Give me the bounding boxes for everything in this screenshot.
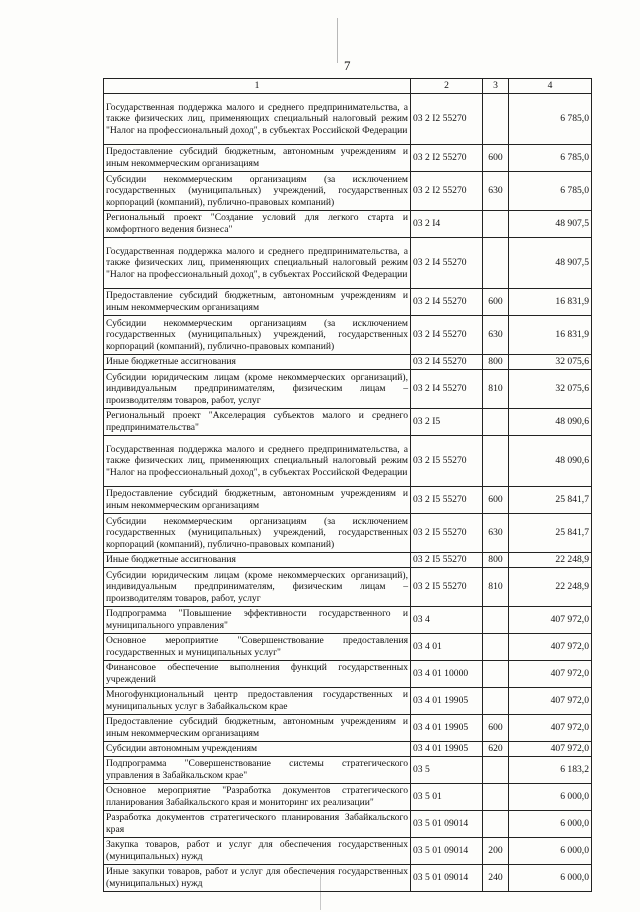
table-row <box>104 757 592 784</box>
table-row <box>104 514 592 553</box>
row-amount: 407 972,0 <box>509 607 592 634</box>
row-name: Предоставление субсидий бюджетным, автономным учреждениям и иным некоммерческим организациям <box>104 145 411 172</box>
row-amount: 22 248,9 <box>509 553 592 568</box>
budget-table <box>103 78 592 892</box>
row-code: 03 5 01 09014 <box>411 838 483 865</box>
column-header-3: 3 <box>483 79 509 94</box>
row-amount: 6 000,0 <box>509 838 592 865</box>
row-expense-type: 600 <box>483 487 509 514</box>
table-row <box>104 715 592 742</box>
row-code: 03 5 01 09014 <box>411 865 483 892</box>
row-expense-type <box>483 94 509 145</box>
row-name: Подпрограмма "Совершенствование системы стратегического управления в Забайкальском крае" <box>104 757 411 784</box>
row-expense-type <box>483 238 509 289</box>
table-row <box>104 289 592 316</box>
table-row <box>104 370 592 409</box>
table-row <box>104 634 592 661</box>
row-expense-type <box>483 607 509 634</box>
table-row <box>104 838 592 865</box>
row-code: 03 2 I5 55270 <box>411 436 483 487</box>
row-amount: 22 248,9 <box>509 568 592 607</box>
row-amount: 25 841,7 <box>509 487 592 514</box>
row-amount: 407 972,0 <box>509 742 592 757</box>
row-expense-type <box>483 688 509 715</box>
row-amount: 6 785,0 <box>509 145 592 172</box>
row-amount: 6 785,0 <box>509 94 592 145</box>
row-name: Иные бюджетные ассигнования <box>104 553 411 568</box>
row-expense-type <box>483 661 509 688</box>
row-name: Закупка товаров, работ и услуг для обеспечения государственных (муниципальных) нужд <box>104 838 411 865</box>
row-amount: 32 075,6 <box>509 355 592 370</box>
row-code: 03 2 I4 55270 <box>411 370 483 409</box>
table-row <box>104 553 592 568</box>
row-name: Иные бюджетные ассигнования <box>104 355 411 370</box>
row-code: 03 2 I2 55270 <box>411 145 483 172</box>
row-code: 03 2 I4 55270 <box>411 316 483 355</box>
row-expense-type: 240 <box>483 865 509 892</box>
row-code: 03 2 I5 55270 <box>411 514 483 553</box>
row-code: 03 5 01 <box>411 784 483 811</box>
row-name: Субсидии некоммерческим организациям (за исключением государственных (муниципальных) учреждений, государственных корпораций (компаний), публично-правовых компаний) <box>104 514 411 553</box>
table-row <box>104 688 592 715</box>
row-code: 03 2 I5 55270 <box>411 553 483 568</box>
row-code: 03 2 I5 55270 <box>411 568 483 607</box>
row-amount: 25 841,7 <box>509 514 592 553</box>
row-amount: 6 000,0 <box>509 865 592 892</box>
row-name: Многофункциональный центр предоставления государственных и муниципальных услуг в Забайкальском крае <box>104 688 411 715</box>
row-amount: 407 972,0 <box>509 661 592 688</box>
table-row <box>104 145 592 172</box>
row-amount: 48 907,5 <box>509 211 592 238</box>
row-amount: 6 000,0 <box>509 811 592 838</box>
row-code: 03 5 <box>411 757 483 784</box>
row-expense-type: 600 <box>483 289 509 316</box>
table-row <box>104 355 592 370</box>
row-amount: 6 000,0 <box>509 784 592 811</box>
column-header-1: 1 <box>104 79 411 94</box>
row-code: 03 2 I4 55270 <box>411 355 483 370</box>
row-amount: 407 972,0 <box>509 634 592 661</box>
table-row <box>104 94 592 145</box>
row-amount: 407 972,0 <box>509 688 592 715</box>
row-expense-type: 810 <box>483 370 509 409</box>
table-row <box>104 238 592 289</box>
table-row <box>104 487 592 514</box>
row-name: Субсидии некоммерческим организациям (за исключением государственных (муниципальных) учреждений, государственных корпораций (компаний), публично-правовых компаний) <box>104 316 411 355</box>
column-header-2: 2 <box>411 79 483 94</box>
column-header-4: 4 <box>509 79 592 94</box>
row-expense-type <box>483 211 509 238</box>
row-expense-type: 800 <box>483 553 509 568</box>
row-expense-type <box>483 757 509 784</box>
table-row <box>104 742 592 757</box>
row-name: Предоставление субсидий бюджетным, автономным учреждениям и иным некоммерческим организациям <box>104 715 411 742</box>
table-row <box>104 784 592 811</box>
row-name: Субсидии автономным учреждениям <box>104 742 411 757</box>
row-code: 03 2 I4 55270 <box>411 289 483 316</box>
row-expense-type <box>483 409 509 436</box>
row-code: 03 4 <box>411 607 483 634</box>
row-amount: 6 785,0 <box>509 172 592 211</box>
row-code: 03 2 I2 55270 <box>411 94 483 145</box>
row-expense-type: 630 <box>483 172 509 211</box>
row-code: 03 4 01 10000 <box>411 661 483 688</box>
row-expense-type: 620 <box>483 742 509 757</box>
row-amount: 6 183,2 <box>509 757 592 784</box>
row-name: Региональный проект "Акселерация субъектов малого и среднего предпринимательства" <box>104 409 411 436</box>
row-name: Иные закупки товаров, работ и услуг для обеспечения государственных (муниципальных) нужд <box>104 865 411 892</box>
table-row <box>104 811 592 838</box>
row-name: Основное мероприятие "Совершенствование предоставления государственных и муниципальных услуг" <box>104 634 411 661</box>
row-name: Субсидии некоммерческим организациям (за исключением государственных (муниципальных) учреждений, государственных корпораций (компаний), публично-правовых компаний) <box>104 172 411 211</box>
row-code: 03 4 01 19905 <box>411 742 483 757</box>
row-name: Государственная поддержка малого и среднего предпринимательства, а также физических лиц, применяющих специальный налоговый режим "Налог на профессиональный доход", в субъектах Российской Федерации <box>104 94 411 145</box>
table-row <box>104 172 592 211</box>
row-name: Субсидии юридическим лицам (кроме некоммерческих организаций), индивидуальным предпринимателям, физическим лицам – производителям товаров, работ, услуг <box>104 568 411 607</box>
row-amount: 407 972,0 <box>509 715 592 742</box>
row-code: 03 4 01 19905 <box>411 715 483 742</box>
row-code: 03 2 I2 55270 <box>411 172 483 211</box>
row-expense-type: 630 <box>483 316 509 355</box>
table-row <box>104 568 592 607</box>
row-name: Предоставление субсидий бюджетным, автономным учреждениям и иным некоммерческим организациям <box>104 487 411 514</box>
row-expense-type: 600 <box>483 715 509 742</box>
row-name: Предоставление субсидий бюджетным, автономным учреждениям и иным некоммерческим организациям <box>104 289 411 316</box>
table-row <box>104 661 592 688</box>
table-row <box>104 607 592 634</box>
row-name: Субсидии юридическим лицам (кроме некоммерческих организаций), индивидуальным предпринимателям, физическим лицам – производителям товаров, работ, услуг <box>104 370 411 409</box>
row-name: Финансовое обеспечение выполнения функций государственных учреждений <box>104 661 411 688</box>
row-expense-type <box>483 784 509 811</box>
table-row <box>104 409 592 436</box>
row-expense-type: 800 <box>483 355 509 370</box>
row-amount: 16 831,9 <box>509 316 592 355</box>
page-number: 7 <box>344 58 351 73</box>
row-amount: 32 075,6 <box>509 370 592 409</box>
row-name: Региональный проект "Создание условий для легкого старта и комфортного ведения бизнеса" <box>104 211 411 238</box>
row-expense-type <box>483 811 509 838</box>
row-expense-type: 200 <box>483 838 509 865</box>
scan-fold-line-top <box>337 18 338 63</box>
row-code: 03 2 I4 <box>411 211 483 238</box>
table-row <box>104 211 592 238</box>
row-code: 03 2 I5 <box>411 409 483 436</box>
row-code: 03 4 01 19905 <box>411 688 483 715</box>
table-row <box>104 436 592 487</box>
row-name: Разработка документов стратегического планирования Забайкальского края <box>104 811 411 838</box>
table-row <box>104 316 592 355</box>
row-amount: 48 090,6 <box>509 436 592 487</box>
row-amount: 48 907,5 <box>509 238 592 289</box>
row-amount: 48 090,6 <box>509 409 592 436</box>
row-code: 03 2 I5 55270 <box>411 487 483 514</box>
row-code: 03 4 01 <box>411 634 483 661</box>
row-expense-type: 630 <box>483 514 509 553</box>
row-expense-type: 600 <box>483 145 509 172</box>
row-expense-type: 810 <box>483 568 509 607</box>
row-code: 03 2 I4 55270 <box>411 238 483 289</box>
table-header-row <box>104 79 592 94</box>
row-expense-type <box>483 634 509 661</box>
row-name: Государственная поддержка малого и среднего предпринимательства, а также физических лиц, применяющих специальный налоговый режим "Налог на профессиональный доход", в субъектах Российской Федерации <box>104 436 411 487</box>
row-amount: 16 831,9 <box>509 289 592 316</box>
row-name: Государственная поддержка малого и среднего предпринимательства, а также физических лиц, применяющих специальный налоговый режим "Налог на профессиональный доход", в субъектах Российской Федерации <box>104 238 411 289</box>
row-expense-type <box>483 436 509 487</box>
row-name: Основное мероприятие "Разработка документов стратегического планирования Забайкальского края и мониторинг их реализации" <box>104 784 411 811</box>
row-code: 03 5 01 09014 <box>411 811 483 838</box>
row-name: Подпрограмма "Повышение эффективности государственного и муниципального управления" <box>104 607 411 634</box>
table-row <box>104 865 592 892</box>
